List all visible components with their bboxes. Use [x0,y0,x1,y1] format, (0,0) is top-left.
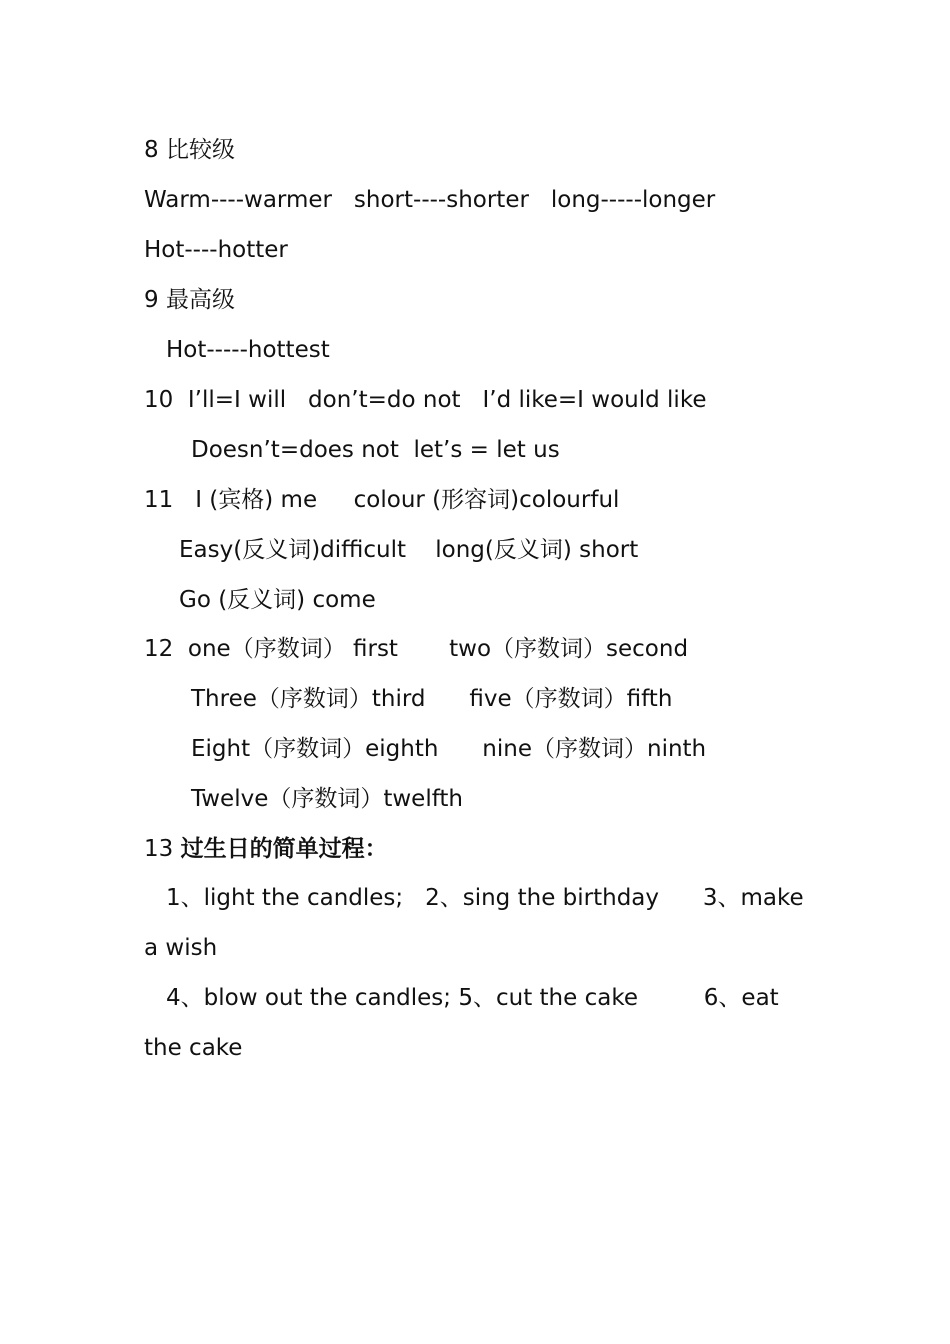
comparative-row-1: Warm----warmer short----shorter long-----longer [144,187,716,213]
ordinals-row-2: Three（序数词）third five（序数词）fifth [191,686,673,712]
contractions-row-2: Doesn’t=does not let’s = let us [191,437,560,463]
ordinals-row-1: 12 one（序数词） first two（序数词）second [144,636,689,662]
word-forms-row-3: Go (反义词) come [179,587,376,613]
ordinals-row-4: Twelve（序数词）twelfth [191,786,464,812]
word-forms-row-1: 11 I (宾格) me colour (形容词)colourful [144,487,620,513]
birthday-steps-row-1: 1、light the candles; 2、sing the birthday 3、make [166,885,804,911]
comparative-row-2: Hot----hotter [144,237,288,263]
birthday-steps-row-3: 4、blow out the candles; 5、cut the cake 6、eat [166,985,779,1011]
superlative-row-1: Hot-----hottest [166,337,330,363]
section-8-heading: 8 比较级 [144,137,235,163]
section-9-heading: 9 最高级 [144,287,235,313]
ordinals-row-3: Eight（序数词）eighth nine（序数词）ninth [191,736,707,762]
word-forms-row-2: Easy(反义词)difficult long(反义词) short [179,537,639,563]
birthday-steps-row-2: a wish [144,935,218,961]
birthday-steps-row-4: the cake [144,1035,243,1061]
section-13-heading-line [144,834,388,864]
contractions-row-1: 10 I’ll=I will don’t=do not I’d like=I would like [144,387,707,413]
section-13-heading: 过生日的简单过程： [180,836,388,862]
section-13-number: 13 [144,836,181,862]
